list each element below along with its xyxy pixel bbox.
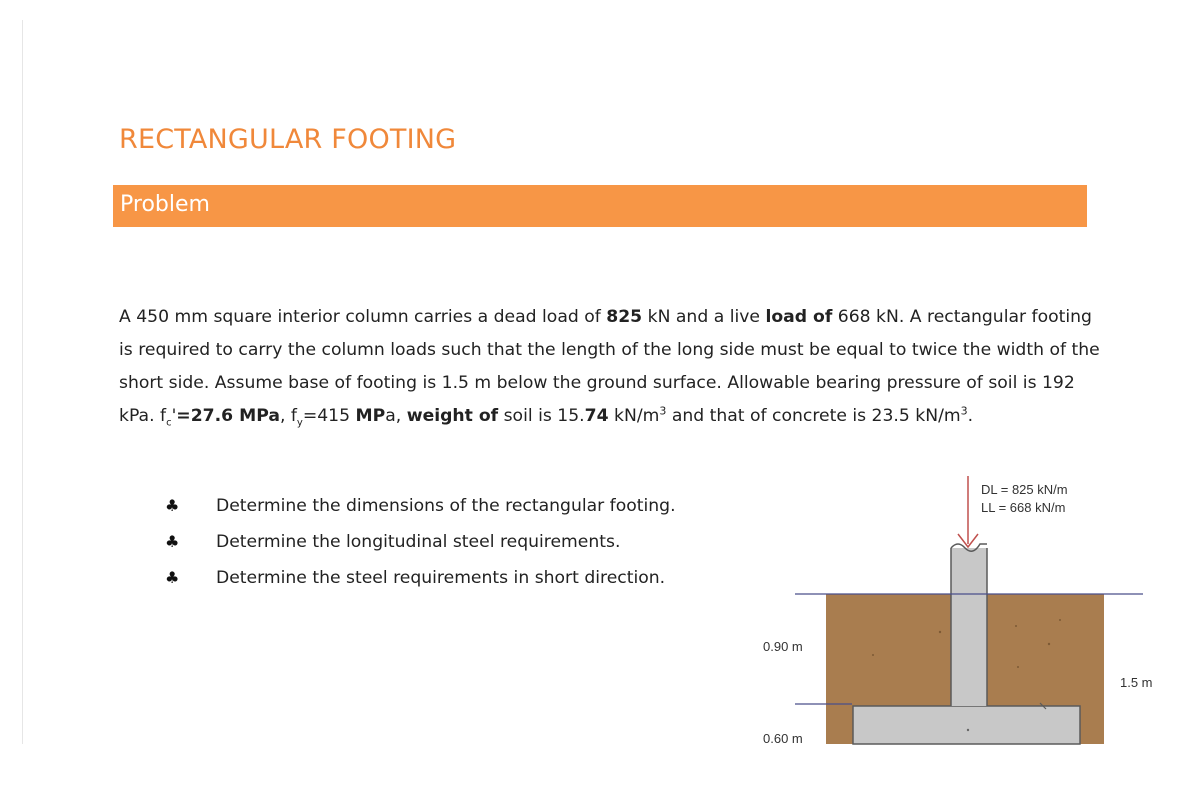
section-banner xyxy=(113,185,1087,227)
text-run: and that of concrete is 23.5 kN/m xyxy=(666,406,961,426)
text-run: A 450 mm square interior column carries a dead load of xyxy=(119,307,607,327)
bold-run: =27.6 MPa xyxy=(176,406,280,426)
soil-right-lower xyxy=(1080,706,1104,744)
upper-depth-label: 0.90 m xyxy=(763,639,803,654)
bold-run: weight of xyxy=(406,406,499,426)
task-text: Determine the steel requirements in short direction. xyxy=(216,568,666,588)
club-bullet-icon: ♣ xyxy=(165,496,180,515)
section-title: Problem xyxy=(120,192,210,217)
soil-texture xyxy=(872,619,1061,668)
text-run: ' xyxy=(171,406,177,426)
task-text: Determine the dimensions of the rectangular footing. xyxy=(216,496,676,516)
bold-run: load of xyxy=(765,307,833,327)
club-bullet-icon: ♣ xyxy=(165,568,180,587)
page-edge-line xyxy=(22,20,23,744)
subscript: y xyxy=(296,417,303,429)
footing-slab xyxy=(853,706,1080,744)
page-title: RECTANGULAR FOOTING xyxy=(119,124,457,155)
soil-right xyxy=(987,594,1104,706)
superscript: 3 xyxy=(659,404,667,418)
text-run: a, xyxy=(385,406,407,426)
club-bullet-icon: ♣ xyxy=(165,532,180,551)
live-load-label: LL = 668 kN/m xyxy=(981,500,1066,515)
total-depth-label: 1.5 m xyxy=(1120,675,1153,690)
text-run: kN and a live xyxy=(642,307,766,327)
soil-left-lower xyxy=(826,706,853,744)
superscript: 3 xyxy=(960,404,968,418)
column xyxy=(951,548,987,706)
text-run: =415 xyxy=(302,406,356,426)
problem-statement xyxy=(119,301,1104,433)
text-run: soil is 15. xyxy=(498,406,585,426)
bold-run: 74 xyxy=(584,406,609,426)
dead-load-label: DL = 825 kN/m xyxy=(981,482,1068,497)
text-run: , f xyxy=(279,406,297,426)
lower-depth-label: 0.60 m xyxy=(763,731,803,746)
bold-run: 825 xyxy=(606,307,643,327)
soil-left xyxy=(826,594,951,706)
text-run: kN/m xyxy=(608,406,660,426)
subscript: c xyxy=(166,417,172,429)
text-run: 668 kN. A rectangular footing is required to carry the column loads such that the length of the long side must be equal to twice the width of the short side. Assume base of footing is 1.5 m below the ground surface. Allowable bearing pressure of soil is 192 kPa. f xyxy=(119,307,1100,426)
text-run: . xyxy=(967,406,974,426)
bold-run: MP xyxy=(355,406,386,426)
task-text: Determine the longitudinal steel requirements. xyxy=(216,532,621,552)
